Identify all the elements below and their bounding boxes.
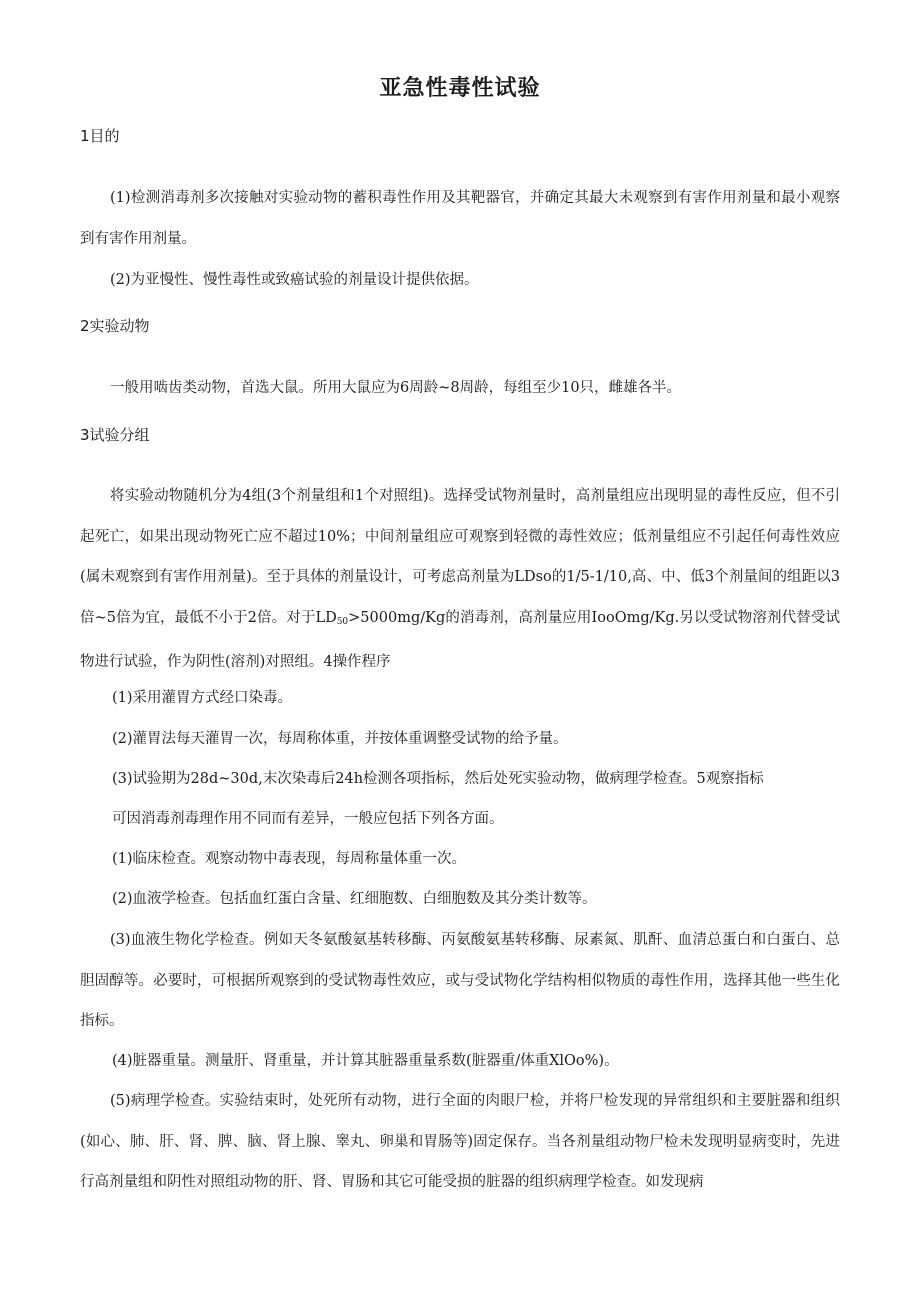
paragraph-grouping: [80, 476, 840, 683]
grouping-text-a: 将实验动物随机分为4组(3个剂量组和1个对照组)。选择受试物剂量时，高剂量组应出现明显的毒性反应，但不引起死亡，如果出现动物死亡应不超过10%；中间剂量组应可观察到轻微的毒性效应；低剂量组应不引起任何毒性效应(属未观察到有害作用剂量)。至于具体的剂量设计，可考虑高剂量为LDso的1/5-1/10,高、中、低3个剂量间的组距以3倍~5倍为宜，最低不小于2倍。对于LD: [80, 488, 840, 626]
observation-intro-line: 可因消毒剂毒理作用不同而有差异，一般应包括下列各方面。: [112, 811, 504, 827]
paragraph-purpose-2: (2)为亚慢性、慢性毒性或致癌试验的剂量设计提供依据。: [110, 272, 479, 288]
grouping-text-b: >5000mg∕Kg的消毒剂，高剂量应用IooOmg/Kg.另以受试物溶剂代替受试物进行试验，作为阴性(溶剂)对照组。4操作程序: [80, 609, 840, 670]
ld-subscript: 50: [336, 616, 349, 627]
observation-line-4: (4)脏器重量。测量肝、肾重量，并计算其脏器重量系数(脏器重/体重XlOo%)。: [112, 1053, 619, 1069]
procedure-line-3: (3)试验期为28d~30d,末次染毒后24h检测各项指标，然后处死实验动物，做病理学检查。5观察指标: [112, 771, 764, 787]
observation-line-1: (1)临床检查。观察动物中毒表现，每周称量体重一次。: [112, 851, 467, 867]
paragraph-pathology: (5)病理学检查。实验结束时，处死所有动物，进行全面的肉眼尸检，并将尸检发现的异常组织和主要脏器和组织(如心、肺、肝、肾、脾、脑、肾上腺、睾丸、卵巢和胃肠等)固定保存。当各剂量组动物尸检未发现明显病变时，先进行高剂量组和阴性对照组动物的肝、肾、胃肠和其它可能受损的脏器的组织病理学检查。如发现病: [80, 1093, 840, 1190]
observation-line-2: (2)血液学检查。包括血红蛋白含量、红细胞数、白细胞数及其分类计数等。: [112, 891, 597, 907]
procedure-line-1: (1)采用灌胃方式经口染毒。: [112, 690, 293, 706]
document-title: 亚急性毒性试验: [379, 76, 541, 101]
section-heading-purpose: 1目的: [80, 127, 120, 145]
procedure-line-2: (2)灌胃法每天灌胃一次，每周称体重，并按体重调整受试物的给予量。: [112, 731, 568, 747]
section-heading-grouping: 3试验分组: [80, 426, 150, 444]
section-heading-animals: 2实验动物: [80, 317, 150, 335]
paragraph-animals: 一般用啮齿类动物，首选大鼠。所用大鼠应为6周龄~8周龄，每组至少10只，雌雄各半。: [110, 380, 682, 396]
paragraph-purpose-1: (1)检测消毒剂多次接触对实验动物的蓄积毒性作用及其靶器官，并确定其最大未观察到有害作用剂量和最小观察到有害作用剂量。: [80, 190, 840, 247]
paragraph-biochemistry: (3)血液生物化学检查。例如天冬氨酸氨基转移酶、丙氨酸氨基转移酶、尿素氮、肌酐、血清总蛋白和白蛋白、总胆固醇等。必要时，可根据所观察到的受试物毒性效应，或与受试物化学结构相似物质的毒性作用，选择其他一些生化指标。: [80, 932, 840, 1029]
